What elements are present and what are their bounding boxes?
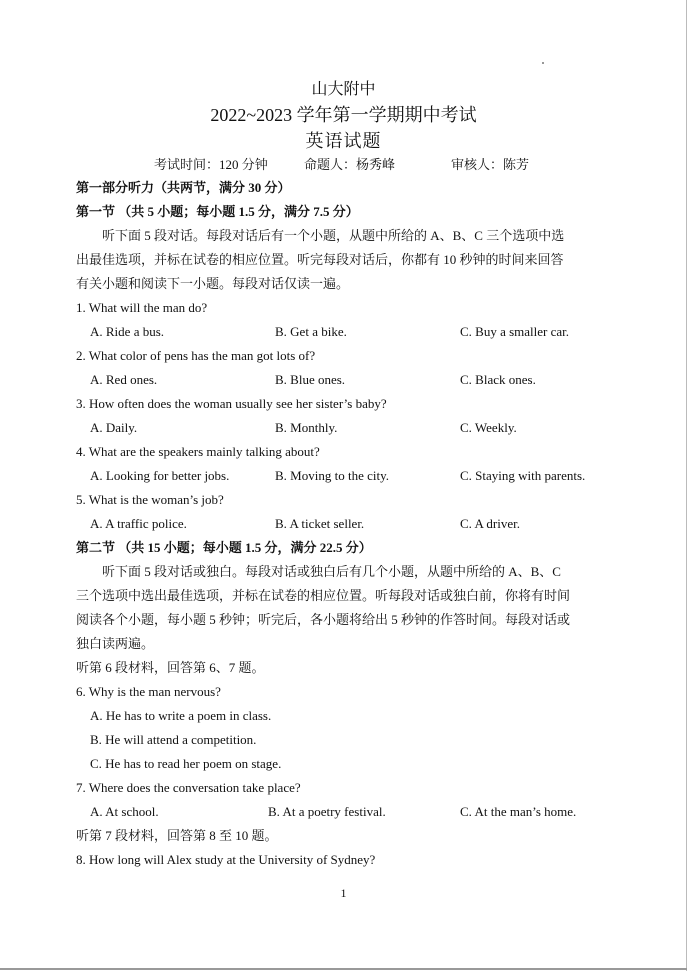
q6-option-c: C. He has to read her poem on stage. <box>90 756 282 771</box>
question-2: 2. What color of pens has the man got lots of? <box>76 348 316 363</box>
question-8: 8. How long will Alex study at the University of Sydney? <box>76 852 376 867</box>
part1-title: 第一部分听力（共两节，满分 30 分） <box>76 180 291 195</box>
q6-option-b: B. He will attend a competition. <box>90 732 257 747</box>
section2-title: 第二节 （共 15 小题；每小题 1.5 分，满分 22.5 分） <box>76 540 372 555</box>
section1-title: 第一节 （共 5 小题；每小题 1.5 分，满分 7.5 分） <box>76 204 359 219</box>
q4-option-c: C. Staying with parents. <box>460 468 586 483</box>
q7-option-c: C. At the man’s home. <box>460 804 577 819</box>
material-6-note: 听第 6 段材料，回答第 6、7 题。 <box>76 660 265 675</box>
material-7-note: 听第 7 段材料，回答第 8 至 10 题。 <box>76 828 278 843</box>
question-3: 3. How often does the woman usually see her sister’s baby? <box>76 396 387 411</box>
section2-instruction-line: 三个选项中选出最佳选项，并标在试卷的相应位置。听每段对话或独白前，你将有时间 <box>76 588 571 603</box>
q1-option-c: C. Buy a smaller car. <box>460 324 570 339</box>
question-5: 5. What is the woman’s job? <box>76 492 224 507</box>
q6-option-a: A. He has to write a poem in class. <box>90 708 272 723</box>
page-edge-bottom <box>0 968 687 970</box>
q7-option-b: B. At a poetry festival. <box>268 804 386 819</box>
exam-time: 考试时间：120 分钟 <box>154 157 268 172</box>
question-4: 4. What are the speakers mainly talking about? <box>76 444 320 459</box>
q4-option-a: A. Looking for better jobs. <box>90 468 230 483</box>
q3-option-b: B. Monthly. <box>275 420 338 435</box>
section2-instruction-line: 听下面 5 段对话或独白。每段对话或独白后有几个小题，从题中所给的 A、B、C <box>102 564 561 579</box>
question-1: 1. What will the man do? <box>76 300 208 315</box>
section1-instruction-line: 出最佳选项，并标在试卷的相应位置。听完每段对话后，你都有 10 秒钟的时间来回答 <box>76 252 564 267</box>
exam-title: 2022~2023 学年第一学期期中考试 <box>210 105 477 125</box>
q2-option-c: C. Black ones. <box>460 372 536 387</box>
q5-option-c: C. A driver. <box>460 516 520 531</box>
q3-option-a: A. Daily. <box>90 420 138 435</box>
question-7: 7. Where does the conversation take place? <box>76 780 301 795</box>
section1-instruction-line: 听下面 5 段对话。每段对话后有一个小题，从题中所给的 A、B、C 三个选项中选 <box>102 228 565 243</box>
question-setter: 命题人：杨秀峰 <box>304 157 396 172</box>
q1-option-a: A. Ride a bus. <box>90 324 165 339</box>
q5-option-a: A. A traffic police. <box>90 516 187 531</box>
subject-title: 英语试题 <box>305 131 382 151</box>
q3-option-c: C. Weekly. <box>460 420 517 435</box>
q5-option-b: B. A ticket seller. <box>275 516 365 531</box>
scan-dot <box>542 62 544 64</box>
q7-option-a: A. At school. <box>90 804 159 819</box>
section1-instruction-line: 有关小题和阅读下一小题。每段对话仅读一遍。 <box>76 276 350 291</box>
q2-option-a: A. Red ones. <box>90 372 158 387</box>
q4-option-b: B. Moving to the city. <box>275 468 389 483</box>
q2-option-b: B. Blue ones. <box>275 372 346 387</box>
reviewer: 审核人：陈芳 <box>451 157 530 172</box>
q1-option-b: B. Get a bike. <box>275 324 347 339</box>
question-6: 6. Why is the man nervous? <box>76 684 221 699</box>
section2-instruction-line: 独白读两遍。 <box>76 636 155 651</box>
section2-instruction-line: 阅读各个小题，每小题 5 秒钟；听完后，各小题将给出 5 秒钟的作答时间。每段对话或 <box>76 612 571 627</box>
page-number: 1 <box>340 886 347 900</box>
school-name: 山大附中 <box>311 81 376 98</box>
